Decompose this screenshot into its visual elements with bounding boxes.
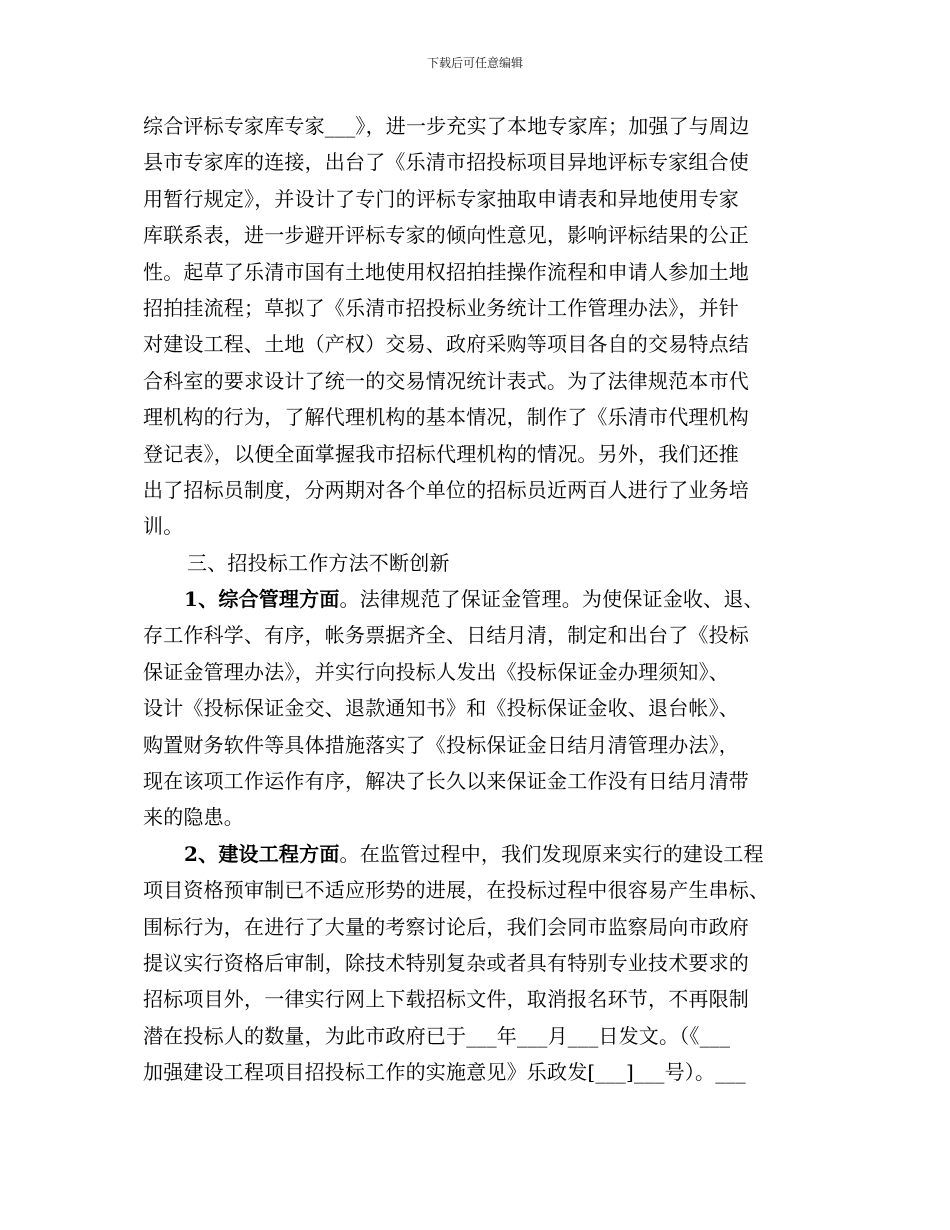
text-line: 出了招标员制度，分两期对各个单位的招标员近两百人进行了业务培 (143, 477, 749, 502)
text-line: 存工作科学、有序，帐务票据齐全、日结月清，制定和出台了《投标 (143, 623, 749, 648)
text-line: 库联系表，进一步避开评标专家的倾向性意见，影响评标结果的公正 (143, 223, 749, 248)
text-line: 合科室的要求设计了统一的交易情况统计表式。为了法律规范本市代 (143, 368, 749, 393)
text-line: 县市专家库的连接，出台了《乐清市招投标项目异地评标专家组合使 (143, 150, 749, 175)
text-line: 性。起草了乐清市国有土地使用权招拍挂操作流程和申请人参加土地 (143, 259, 749, 284)
text-line: 训。 (143, 514, 184, 539)
text-line: 提议实行资格后审制，除技术特别复杂或者具有特别专业技术要求的 (143, 950, 749, 975)
section-heading: 三、招投标工作方法不断创新 (187, 550, 450, 575)
text-line: 对建设工程、土地（产权）交易、政府采购等项目各自的交易特点结 (143, 332, 749, 357)
text-line: 登记表》，以便全面掌握我市招标代理机构的情况。另外，我们还推 (143, 441, 739, 466)
paragraph-expert-library (143, 108, 811, 545)
text-line: 招标项目外，一律实行网上下载招标文件，取消报名环节，不再限制 (143, 987, 749, 1012)
text-line: 综合评标专家库专家___》，进一步充实了本地专家库；加强了与周边 (143, 114, 750, 138)
text-line: 保证金管理办法》，并实行向投标人发出《投标保证金办理须知》、 (143, 659, 729, 684)
text-line: 理机构的行为，了解代理机构的基本情况，制作了《乐清市代理机构 (143, 405, 749, 430)
text-line: 潜在投标人的数量，为此市政府已于___年___月___日发文。（《___ (143, 1023, 731, 1048)
subheading-bold: 2、建设工程方面 (184, 841, 340, 866)
text-line: 现在该项工作运作有序，解决了长久以来保证金工作没有日结月清带 (143, 769, 749, 794)
document-body (143, 108, 811, 1091)
subheading-bold: 1、综合管理方面 (184, 587, 340, 612)
paragraph-construction-engineering (143, 836, 811, 1091)
text-line: 围标行为，在进行了大量的考察讨论后，我们会同市监察局向市政府 (143, 914, 749, 939)
text-line: 招拍挂流程；草拟了《乐清市招投标业务统计工作管理办法》，并针 (143, 295, 739, 320)
text-line: 来的隐患。 (143, 805, 244, 830)
paragraph-comprehensive-management (143, 581, 811, 836)
text-line (143, 581, 811, 617)
text-line: 购置财务软件等具体措施落实了《投标保证金日结月清管理办法》， (143, 732, 739, 757)
text-line: 用暂行规定》，并设计了专门的评标专家抽取申请表和异地使用专家 (143, 186, 739, 211)
text-span: 。法律规范了保证金管理。为使保证金收、退、 (339, 587, 764, 612)
text-line (143, 836, 811, 872)
text-line: 项目资格预审制已不适应形势的进展，在投标过程中很容易产生串标、 (143, 878, 770, 903)
page-header: 下载后可任意编辑 (426, 56, 523, 70)
text-line: 设计《投标保证金交、退款通知书》和《投标保证金收、退台帐》、 (143, 696, 739, 721)
text-line: 加强建设工程项目招投标工作的实施意见》乐政发[___]___号）。___ (143, 1060, 746, 1085)
text-span: 。在监管过程中，我们发现原来实行的建设工程 (339, 841, 764, 866)
